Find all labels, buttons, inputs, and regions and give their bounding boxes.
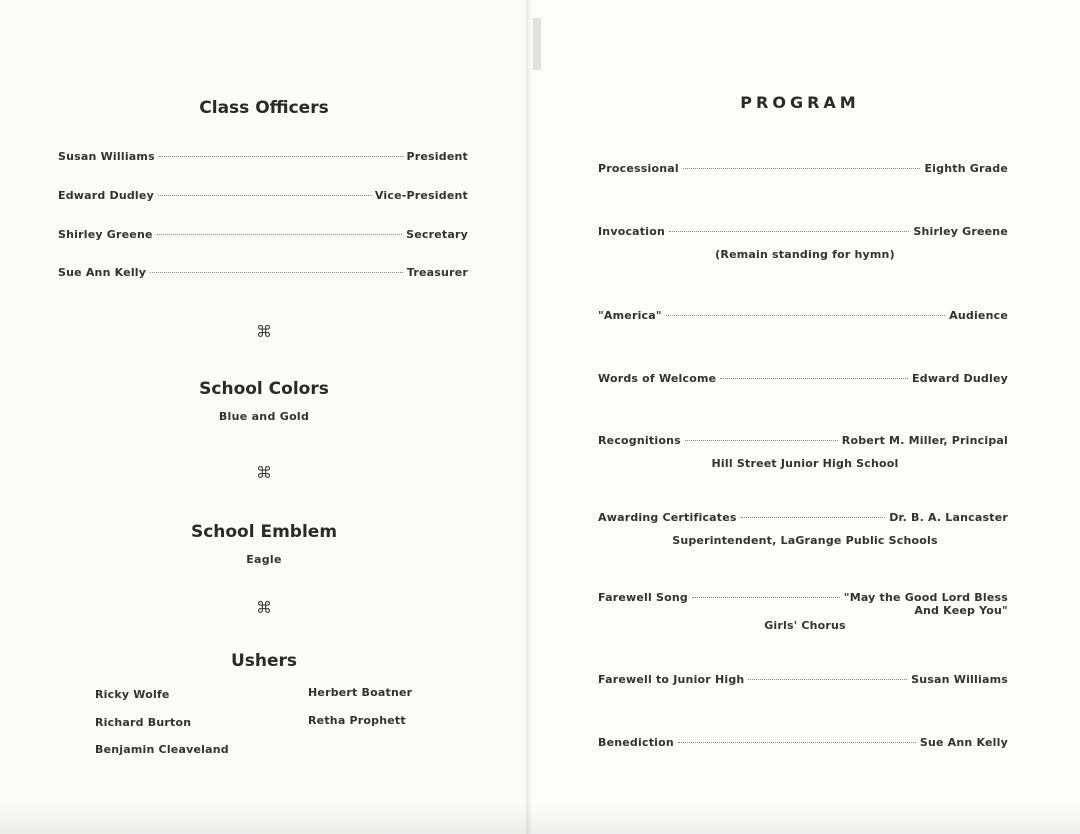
officer-row [58,228,468,241]
leader-dots [157,234,402,235]
officer-name: Edward Dudley [58,189,154,202]
usher-name: Benjamin Cleaveland [95,743,229,756]
program-title: PROGRAM [740,93,860,112]
officer-role: President [406,150,468,163]
program-row [598,162,1008,175]
program-item: "America" [598,309,662,322]
officer-name: Shirley Greene [58,228,153,241]
leader-dots [685,440,838,441]
leader-dots [692,597,840,598]
ornament-icon: ⌘ [256,322,272,341]
officer-row [58,150,468,163]
program-item: Benediction [598,736,674,749]
program-item: Awarding Certificates [598,511,737,524]
leader-dots [669,231,909,232]
leader-dots [150,272,403,273]
usher-name: Retha Prophett [308,714,406,727]
program-row [598,225,1008,238]
program-row [598,591,1008,604]
program-note: Girls' Chorus [764,619,846,632]
program-row [598,372,1008,385]
leader-dots [158,195,371,196]
program-note: Superintendent, LaGrange Public Schools [672,534,938,547]
program-item: Farewell Song [598,591,688,604]
program-item: Words of Welcome [598,372,717,385]
program-row [598,434,1008,447]
class-officers-title: Class Officers [199,98,329,118]
officer-row [58,266,468,279]
program-note: (Remain standing for hymn) [715,248,895,261]
program-row [598,309,1008,322]
right-page [528,0,1080,834]
program-row [598,673,1008,686]
program-performer: Sue Ann Kelly [919,736,1008,749]
leader-dots [720,378,908,379]
program-performer: Edward Dudley [912,372,1008,385]
school-colors-value: Blue and Gold [218,410,310,423]
page-fold [526,0,532,834]
program-performer: Dr. B. A. Lancaster [889,511,1008,524]
usher-name: Ricky Wolfe [95,688,170,701]
bottom-shadow [0,804,1080,834]
leader-dots [683,168,921,169]
school-emblem-value: Eagle [246,553,282,566]
ornament-icon: ⌘ [256,463,272,482]
program-row [598,511,1008,524]
officer-role: Secretary [406,228,468,241]
program-performer: Robert M. Miller, Principal [841,434,1008,447]
program-item: Invocation [598,225,666,238]
ushers-title: Ushers [230,651,298,671]
school-colors-title: School Colors [199,379,329,399]
leader-dots [666,315,945,316]
usher-name: Richard Burton [95,716,192,729]
leader-dots [741,517,886,518]
fold-mark [533,18,541,70]
leader-dots [748,679,907,680]
leader-dots [159,156,403,157]
officer-row [58,189,468,202]
ornament-icon: ⌘ [256,598,272,617]
usher-name: Herbert Boatner [308,686,413,699]
program-item: Farewell to Junior High [598,673,745,686]
program-performer: Eighth Grade [924,162,1008,175]
program-row [598,736,1008,749]
officer-name: Susan Williams [58,150,155,163]
program-performer: Audience [949,309,1008,322]
program-performer: "May the Good Lord Bless [843,591,1008,604]
program-item: Processional [598,162,679,175]
program-performer-line2: And Keep You" [914,604,1008,617]
officer-name: Sue Ann Kelly [58,266,147,279]
program-performer: Shirley Greene [913,225,1008,238]
leader-dots [678,742,916,743]
program-performer: Susan Williams [911,673,1008,686]
program-item: Recognitions [598,434,681,447]
officer-role: Treasurer [406,266,468,279]
officer-role: Vice-President [374,189,468,202]
program-note: Hill Street Junior High School [711,457,899,470]
school-emblem-title: School Emblem [190,522,338,542]
